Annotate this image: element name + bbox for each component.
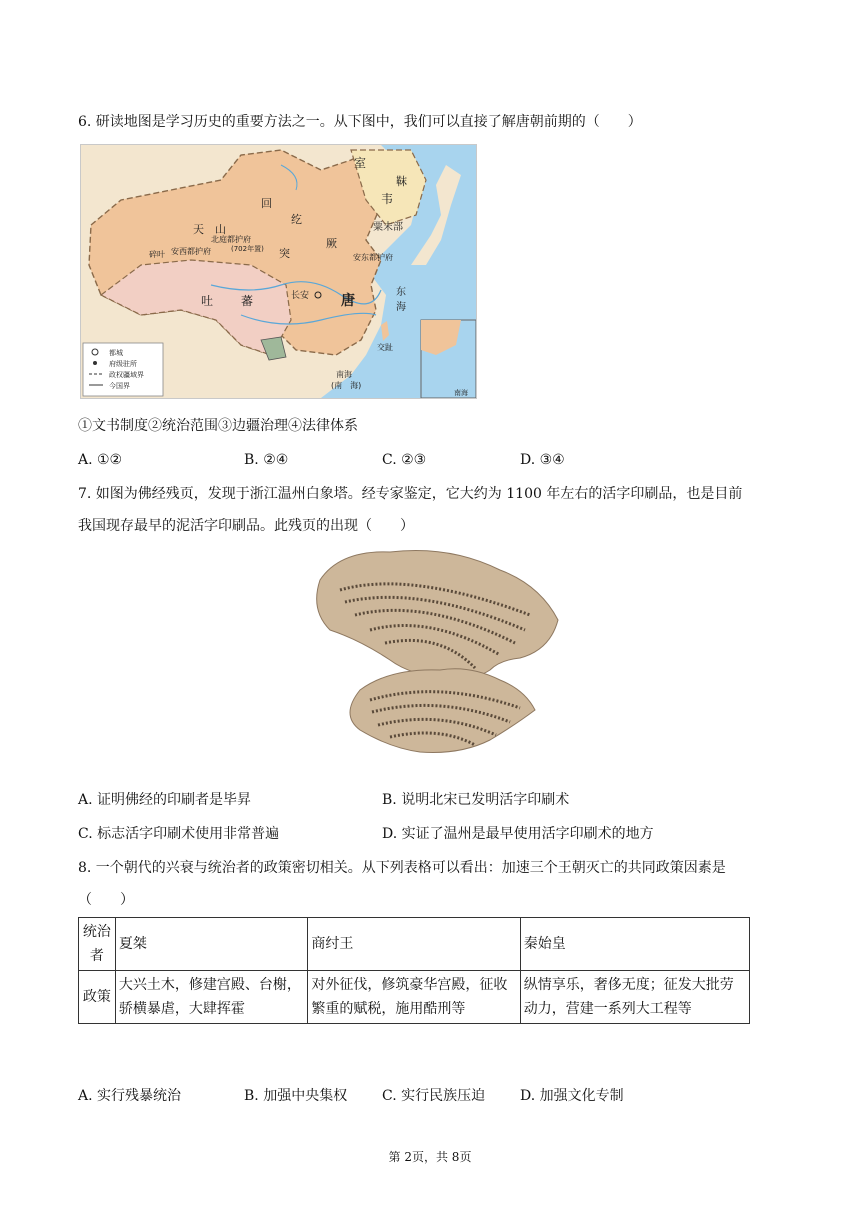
legend-prefecture: 府级驻所 xyxy=(109,360,137,368)
label-beiting-year: (702年置) xyxy=(231,245,264,253)
label-shiwei-2: 韦 xyxy=(381,192,394,206)
label-nanhai-inset: 南海 xyxy=(454,389,468,397)
table-cell-shangzhou-policy: 对外征伐，修筑豪华宫殿，征收繁重的赋税，施用酷刑等 xyxy=(308,971,520,1024)
table-cell-qinshihuang: 秦始皇 xyxy=(520,918,749,971)
q7-stem-line2: 我国现存最早的泥活字印刷品。此残页的出现（ ） xyxy=(78,518,414,534)
q8-option-b[interactable]: B. 加强中央集权 xyxy=(244,1088,348,1104)
label-huihe-1: 回 xyxy=(261,197,272,210)
label-tujue-2: 厥 xyxy=(326,237,337,250)
q8-option-c[interactable]: C. 实行民族压迫 xyxy=(382,1088,486,1104)
label-andong: 安东都护府 xyxy=(353,253,393,262)
rulers-policy-table xyxy=(78,917,750,1024)
sutra-fragment-image xyxy=(300,540,570,770)
label-suiye: 碎叶 xyxy=(149,250,165,259)
label-tang: 唐 xyxy=(341,293,355,309)
label-changan: 长安 xyxy=(291,291,310,301)
page-footer: 第 2页，共 8页 xyxy=(388,1150,472,1164)
table-header-row xyxy=(79,918,750,971)
table-policy-row xyxy=(79,971,750,1024)
q8-option-d[interactable]: D. 加强文化专制 xyxy=(520,1088,624,1104)
label-huihe-2: 纥 xyxy=(291,213,302,226)
tang-map xyxy=(80,144,477,399)
label-jiaozhi: 交趾 xyxy=(377,343,393,352)
q7-option-a[interactable]: A. 证明佛经的印刷者是毕昇 xyxy=(78,792,252,808)
table-cell-policy-label: 政策 xyxy=(79,971,116,1024)
label-tujue-1: 突 xyxy=(279,247,290,260)
table-cell-qinshihuang-policy: 纵情享乐，奢侈无度；征发大批劳动力，营建一系列大工程等 xyxy=(520,971,749,1024)
legend-regime-border: 政权疆域界 xyxy=(109,371,144,379)
q7-option-b[interactable]: B. 说明北宋已发明活字印刷术 xyxy=(382,792,570,808)
q8-option-a[interactable]: A. 实行残暴统治 xyxy=(78,1088,182,1104)
label-nanhai: 南海 xyxy=(336,370,352,379)
label-tianshan: 天 山 xyxy=(193,223,226,236)
q7-option-d[interactable]: D. 实证了温州是最早使用活字印刷术的地方 xyxy=(382,826,654,842)
table-cell-ruler-label: 统治者 xyxy=(79,918,116,971)
q6-option-a[interactable]: A. ①② xyxy=(78,452,123,468)
label-nanhai-paren: (南 海) xyxy=(331,381,362,390)
legend-national-border: 今国界 xyxy=(109,382,130,390)
label-hai: 海 xyxy=(396,302,406,313)
q6-option-d[interactable]: D. ③④ xyxy=(520,452,565,468)
q7-option-c[interactable]: C. 标志活字印刷术使用非常普遍 xyxy=(78,826,280,842)
label-tubo-2: 蕃 xyxy=(241,294,254,308)
q8-stem-line2: （ ） xyxy=(78,892,134,908)
label-shiwei-1: 室 xyxy=(354,156,367,170)
table-cell-xiajie: 夏桀 xyxy=(115,918,308,971)
q6-option-b[interactable]: B. ②④ xyxy=(244,452,289,468)
label-tubo-1: 吐 xyxy=(201,294,214,308)
label-beiting: 北庭都护府 xyxy=(211,235,251,244)
table-cell-shangzhou: 商纣王 xyxy=(308,918,520,971)
q6-statements: ①文书制度②统治范围③边疆治理④法律体系 xyxy=(78,418,358,434)
table-cell-xiajie-policy: 大兴土木，修建宫殿、台榭，骄横暴虐，大肆挥霍 xyxy=(115,971,308,1024)
label-dong: 东 xyxy=(396,287,406,298)
label-mohe: 靺 xyxy=(396,175,407,188)
q6-stem: 6. 研读地图是学习历史的重要方法之一。从下图中，我们可以直接了解唐朝前期的（ ） xyxy=(78,114,642,130)
q7-stem-line1: 7. 如图为佛经残页，发现于浙江温州白象塔。经专家鉴定，它大约为 1100 年左右的活字印刷品，也是目前 xyxy=(78,486,743,502)
label-sumo: 粟末部 xyxy=(373,222,403,233)
q8-stem-line1: 8. 一个朝代的兴衰与统治者的政策密切相关。从下列表格可以看出：加速三个王朝灭亡的共同政策因素是 xyxy=(78,860,726,876)
legend-capital: 都城 xyxy=(109,349,123,357)
label-anxi: 安西都护府 xyxy=(171,247,211,256)
q6-option-c[interactable]: C. ②③ xyxy=(382,452,427,468)
